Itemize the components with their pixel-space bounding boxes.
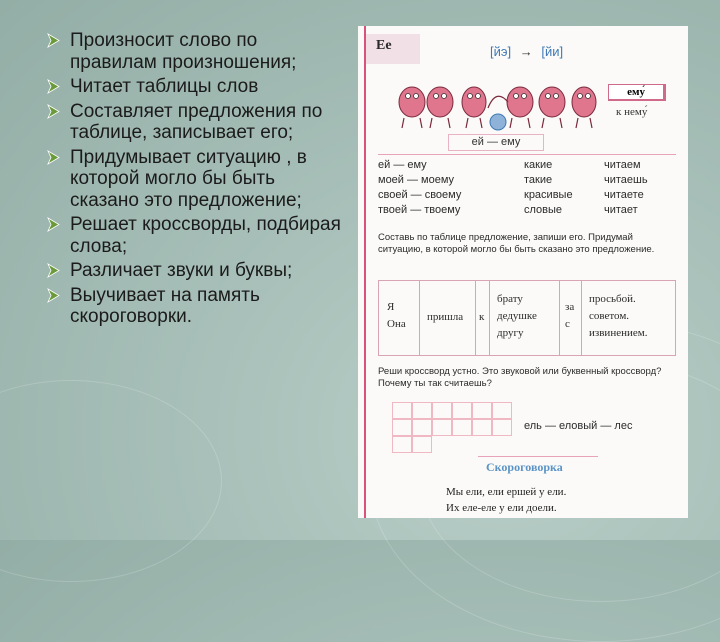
table-divider bbox=[419, 281, 420, 355]
word-item: читаете bbox=[604, 189, 644, 201]
table-ending: извинением. bbox=[589, 327, 648, 339]
table-object: дедушке bbox=[497, 310, 537, 322]
letter-header-box bbox=[366, 34, 420, 64]
table-preposition: за bbox=[565, 301, 575, 313]
table-divider bbox=[581, 281, 582, 355]
arrow-bullet-icon bbox=[46, 79, 61, 94]
table-divider bbox=[559, 281, 560, 355]
divider bbox=[478, 456, 598, 457]
word-item: такие bbox=[524, 174, 553, 186]
divider bbox=[378, 154, 676, 155]
textbook-page bbox=[358, 26, 688, 518]
crossword-cell bbox=[412, 436, 432, 453]
word-item: ей — ему bbox=[378, 159, 427, 171]
stress-word-example: к нему́ bbox=[616, 106, 648, 118]
table-preposition: с bbox=[565, 318, 570, 330]
table-cell bbox=[589, 291, 647, 342]
skills-list-item bbox=[46, 101, 346, 144]
table-ending: советом. bbox=[589, 310, 630, 322]
skills-list-item bbox=[46, 285, 346, 328]
background-ripple bbox=[0, 380, 222, 582]
crossword-cell bbox=[392, 419, 412, 436]
arrow-bullet-icon bbox=[46, 217, 61, 232]
table-divider bbox=[489, 281, 490, 355]
crossword-cell bbox=[452, 419, 472, 436]
table-divider bbox=[475, 281, 476, 355]
tongue-twister-line: Их еле-еле у ели доели. bbox=[446, 502, 557, 514]
transcription bbox=[490, 44, 563, 59]
table-object: брату bbox=[497, 293, 523, 305]
skills-list-text: Различает звуки и буквы; bbox=[70, 260, 293, 281]
transcription-left: [йэ] bbox=[490, 44, 512, 59]
word-column-verbs bbox=[604, 158, 648, 218]
word-item: красивые bbox=[524, 189, 573, 201]
word-item: твоей — твоему bbox=[378, 204, 461, 216]
crossword-cell bbox=[492, 402, 512, 419]
crossword-cell bbox=[392, 402, 412, 419]
crossword-cell bbox=[472, 402, 492, 419]
word-item: читаешь bbox=[604, 174, 648, 186]
crossword-words: ель — еловый — лес bbox=[524, 420, 633, 432]
tongue-twister-line: Мы ели, ели ершей у ели. bbox=[446, 486, 567, 498]
letter-characters-illustration bbox=[392, 78, 602, 134]
table-cell bbox=[497, 291, 537, 342]
skills-list-item bbox=[46, 147, 346, 212]
skills-list-item bbox=[46, 30, 346, 73]
skills-list-text: Читает таблицы слов bbox=[70, 76, 259, 97]
word-item: читает bbox=[604, 204, 638, 216]
crossword-cell bbox=[492, 419, 512, 436]
ball-icon bbox=[490, 114, 506, 130]
arrow-bullet-icon bbox=[46, 288, 61, 303]
arrow-bullet-icon bbox=[46, 150, 61, 165]
word-item: моей — моему bbox=[378, 174, 455, 186]
table-subject: Она bbox=[387, 318, 406, 330]
letter-header: Ее bbox=[376, 38, 392, 53]
task-instructions: Составь по таблице предложение, запиши его. Придумай ситуацию, в которой могло бы быть сказано это предложение. bbox=[378, 232, 655, 255]
crossword-cell bbox=[392, 436, 412, 453]
skills-list-item bbox=[46, 76, 346, 98]
skills-list-text: Решает кроссворды, подбирая слова; bbox=[70, 214, 341, 257]
crossword-cell bbox=[432, 402, 452, 419]
crossword-cell bbox=[472, 419, 492, 436]
sentence-table bbox=[378, 280, 676, 356]
table-verb: пришла bbox=[427, 311, 464, 323]
table-subject: Я bbox=[387, 301, 395, 313]
skills-list-text: Выучивает на память скороговорки. bbox=[70, 284, 260, 327]
crossword-cell bbox=[412, 419, 432, 436]
table-object: другу bbox=[497, 327, 524, 339]
crossword-instructions: Реши кроссворд устно. Это звуковой или буквенный кроссворд? Почему ты так считаешь? bbox=[378, 366, 662, 389]
stress-word-box: ему́ bbox=[608, 84, 666, 101]
table-cell bbox=[387, 299, 406, 333]
word-pair-label: ей — ему bbox=[448, 134, 544, 151]
skills-list-text: Составляет предложения по таблице, записывает его; bbox=[70, 100, 323, 143]
crossword-cell bbox=[432, 419, 452, 436]
word-column-adjectives bbox=[524, 158, 573, 218]
crossword-cell bbox=[412, 402, 432, 419]
skills-list-item bbox=[46, 260, 346, 282]
skills-list-text: Придумывает ситуацию , в которой могло бы быть сказано это предложение; bbox=[70, 146, 307, 211]
table-ending: просьбой. bbox=[589, 293, 636, 305]
tongue-twister-title: Скороговорка bbox=[486, 460, 563, 474]
transcription-right: [йи] bbox=[541, 44, 564, 59]
word-column-pronouns bbox=[378, 158, 461, 218]
skills-list-text: Произносит слово по правилам произношения; bbox=[70, 30, 297, 73]
margin-line bbox=[364, 26, 366, 518]
word-item: какие bbox=[524, 159, 553, 171]
arrow-bullet-icon bbox=[46, 263, 61, 278]
word-item: своей — своему bbox=[378, 189, 462, 201]
transcription-arrow: → bbox=[519, 44, 533, 59]
arrow-bullet-icon bbox=[46, 104, 61, 119]
table-preposition: к bbox=[479, 311, 485, 323]
table-cell bbox=[565, 299, 574, 333]
word-item: читаем bbox=[604, 159, 641, 171]
crossword-cell bbox=[452, 402, 472, 419]
word-item: словые bbox=[524, 204, 563, 216]
arrow-bullet-icon bbox=[46, 33, 61, 48]
skills-list-item bbox=[46, 214, 346, 257]
skills-list bbox=[46, 30, 346, 328]
